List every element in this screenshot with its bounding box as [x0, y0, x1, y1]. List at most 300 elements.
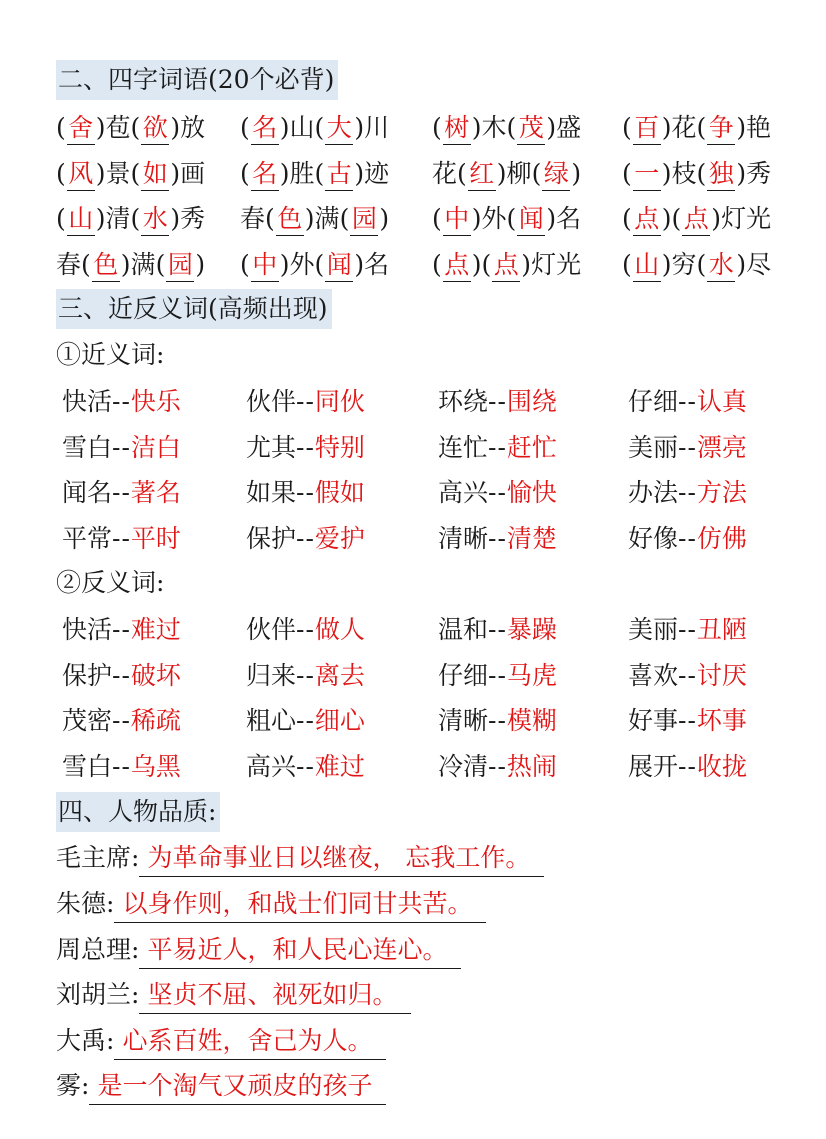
quality-item	[56, 928, 461, 972]
idiom-blank-answer: 点	[443, 249, 471, 282]
pair-word: 清晰	[438, 706, 489, 735]
close-paren: )	[354, 159, 365, 188]
idiom-blank-answer: 点	[682, 203, 710, 236]
pair-answer: 特别	[314, 433, 365, 462]
idiom-char: 外	[481, 204, 507, 233]
word-pair	[246, 471, 365, 515]
idiom-char: 名	[364, 250, 390, 279]
word-pair	[62, 745, 181, 789]
pair-dash: --	[678, 615, 697, 644]
pair-dash: --	[112, 524, 131, 553]
close-paren: )	[661, 159, 672, 188]
idiom-cell	[56, 152, 205, 196]
pair-dash: --	[112, 706, 131, 735]
close-paren: )	[279, 159, 290, 188]
close-paren: )	[521, 250, 532, 279]
idiom-blank-answer: 园	[166, 249, 194, 282]
idiom-row	[0, 106, 826, 150]
open-paren: (	[240, 159, 250, 188]
open-paren: (	[56, 113, 66, 142]
open-paren: (	[432, 204, 442, 233]
pair-answer: 做人	[314, 615, 365, 644]
open-paren: (	[696, 113, 707, 142]
close-paren: )	[571, 159, 582, 188]
pair-answer: 破坏	[130, 661, 181, 690]
word-pair-row	[0, 699, 826, 743]
idiom-blank-answer: 点	[633, 203, 661, 236]
close-paren: )	[736, 113, 747, 142]
open-paren: (	[155, 250, 166, 279]
pair-word: 归来	[246, 661, 297, 690]
pair-dash: --	[488, 478, 507, 507]
pair-dash: --	[678, 524, 697, 553]
pair-dash: --	[296, 387, 315, 416]
pair-word: 快活	[62, 615, 113, 644]
pair-word: 展开	[628, 752, 679, 781]
idiom-blank-answer: 山	[67, 203, 95, 236]
idiom-cell	[56, 106, 205, 150]
pair-answer: 细心	[314, 706, 365, 735]
idiom-blank-answer: 点	[492, 249, 520, 282]
word-pair-row	[0, 745, 826, 789]
idiom-blank-answer: 百	[633, 112, 661, 145]
idiom-cell	[240, 152, 389, 196]
pair-word: 保护	[246, 524, 297, 553]
idiom-blank-answer: 色	[92, 249, 120, 282]
idiom-blank-answer: 大	[325, 112, 353, 145]
pair-dash: --	[488, 387, 507, 416]
pair-dash: --	[488, 524, 507, 553]
pair-dash: --	[112, 661, 131, 690]
pair-dash: --	[296, 661, 315, 690]
open-paren: (	[81, 250, 91, 279]
pair-answer: 丑陋	[696, 615, 747, 644]
open-paren: (	[314, 159, 325, 188]
quality-item	[56, 1019, 386, 1063]
word-pair	[62, 517, 181, 561]
pair-word: 连忙	[438, 433, 489, 462]
close-paren: )	[496, 159, 507, 188]
idiom-char: 灯光	[721, 204, 772, 233]
word-pair	[62, 654, 181, 698]
idiom-char: 放	[180, 113, 206, 142]
idiom-blank-answer: 闻	[517, 203, 545, 236]
close-paren: )	[279, 250, 290, 279]
word-pair	[628, 608, 747, 652]
pair-word: 喜欢	[628, 661, 679, 690]
pair-answer: 清楚	[506, 524, 557, 553]
idiom-blank-answer: 绿	[542, 158, 570, 191]
idiom-char: 花	[671, 113, 697, 142]
open-paren: (	[130, 159, 141, 188]
word-pair	[246, 380, 365, 424]
pair-word: 平常	[62, 524, 113, 553]
idiom-char: 山	[289, 113, 315, 142]
pair-word: 雪白	[62, 752, 113, 781]
pair-dash: --	[112, 615, 131, 644]
idiom-char: 苞	[105, 113, 131, 142]
idiom-blank-answer: 欲	[141, 112, 169, 145]
open-paren: (	[240, 250, 250, 279]
idiom-blank-answer: 中	[443, 203, 471, 236]
idiom-char: 景	[105, 159, 131, 188]
idiom-char: 尽	[746, 250, 772, 279]
quality-item	[56, 836, 544, 880]
pair-word: 伙伴	[246, 615, 297, 644]
pair-dash: --	[678, 433, 697, 462]
pair-dash: --	[678, 706, 697, 735]
pair-dash: --	[112, 433, 131, 462]
quality-desc: 心系百姓，舍己为人。	[114, 1023, 386, 1060]
idiom-cell	[240, 197, 389, 241]
word-pair-row	[0, 517, 826, 561]
pair-dash: --	[112, 752, 131, 781]
pair-answer: 平时	[130, 524, 181, 553]
idiom-blank-answer: 水	[707, 249, 735, 282]
section2-title: 二、四字词语(20个必背)	[56, 60, 338, 100]
pair-dash: --	[488, 752, 507, 781]
idiom-char: 满	[130, 250, 156, 279]
idiom-cell	[240, 243, 389, 287]
open-paren: (	[56, 204, 66, 233]
close-paren: )	[195, 250, 206, 279]
close-paren: )	[354, 113, 365, 142]
pair-answer: 收拢	[696, 752, 747, 781]
quality-name: 雾:	[56, 1071, 90, 1100]
pair-word: 如果	[246, 478, 297, 507]
pair-answer: 围绕	[506, 387, 557, 416]
pair-answer: 假如	[314, 478, 365, 507]
word-pair	[246, 654, 365, 698]
word-pair	[62, 471, 181, 515]
pair-word: 快活	[62, 387, 113, 416]
idiom-cell	[240, 106, 389, 150]
quality-desc: 以身作则，和战士们同甘共苦。	[114, 886, 486, 923]
open-paren: (	[481, 250, 492, 279]
pair-word: 办法	[628, 478, 679, 507]
quality-name: 刘胡兰:	[56, 980, 140, 1009]
word-pair	[438, 426, 557, 470]
quality-item	[56, 882, 486, 926]
word-pair	[438, 517, 557, 561]
idiom-row	[0, 197, 826, 241]
word-pair	[628, 745, 747, 789]
idiom-row	[0, 243, 826, 287]
close-paren: )	[546, 204, 557, 233]
pair-dash: --	[296, 478, 315, 507]
close-paren: )	[170, 159, 181, 188]
pair-word: 闻名	[62, 478, 113, 507]
pair-word: 高兴	[438, 478, 489, 507]
quality-desc: 是一个淘气又顽皮的孩子	[89, 1068, 386, 1105]
word-pair	[628, 426, 747, 470]
pair-answer: 爱护	[314, 524, 365, 553]
idiom-cell	[622, 152, 771, 196]
word-pair	[246, 699, 365, 743]
pair-answer: 乌黑	[130, 752, 181, 781]
pair-answer: 难过	[314, 752, 365, 781]
close-paren: )	[279, 113, 290, 142]
quality-name: 朱德:	[56, 889, 115, 918]
idiom-char: 川	[364, 113, 390, 142]
close-paren: )	[471, 204, 482, 233]
idiom-char: 木	[481, 113, 507, 142]
pair-word: 好事	[628, 706, 679, 735]
word-pair-row	[0, 426, 826, 470]
pair-word: 粗心	[246, 706, 297, 735]
idiom-blank-answer: 水	[141, 203, 169, 236]
word-pair	[438, 745, 557, 789]
pair-dash: --	[296, 752, 315, 781]
idiom-blank-answer: 舍	[67, 112, 95, 145]
idiom-char: 枝	[671, 159, 697, 188]
open-paren: (	[622, 159, 632, 188]
close-paren: )	[170, 113, 181, 142]
pair-word: 好像	[628, 524, 679, 553]
close-paren: )	[95, 159, 106, 188]
pair-word: 美丽	[628, 615, 679, 644]
idiom-char: 胜	[289, 159, 315, 188]
pair-dash: --	[488, 615, 507, 644]
pair-answer: 难过	[130, 615, 181, 644]
pair-answer: 同伙	[314, 387, 365, 416]
idiom-char: 满	[314, 204, 340, 233]
pair-word: 保护	[62, 661, 113, 690]
close-paren: )	[471, 250, 482, 279]
pair-dash: --	[678, 478, 697, 507]
open-paren: (	[56, 159, 66, 188]
idiom-char: 穷	[671, 250, 697, 279]
idiom-char: 春	[56, 250, 82, 279]
open-paren: (	[339, 204, 350, 233]
idiom-blank-answer: 茂	[517, 112, 545, 145]
pair-answer: 模糊	[506, 706, 557, 735]
quality-name: 毛主席:	[56, 843, 140, 872]
word-pair	[438, 471, 557, 515]
idiom-char: 盛	[556, 113, 582, 142]
word-pair	[438, 654, 557, 698]
word-pair	[438, 699, 557, 743]
idiom-blank-answer: 名	[251, 158, 279, 191]
quality-item	[56, 973, 411, 1017]
pair-answer: 马虎	[506, 661, 557, 690]
section3-title: 三、近反义词(高频出现)	[56, 289, 332, 329]
idiom-blank-answer: 红	[468, 158, 496, 191]
idiom-blank-answer: 山	[633, 249, 661, 282]
pair-answer: 稀疏	[130, 706, 181, 735]
word-pair	[246, 517, 365, 561]
close-paren: )	[170, 204, 181, 233]
idiom-char: 春	[240, 204, 266, 233]
word-pair-row	[0, 654, 826, 698]
close-paren: )	[661, 113, 672, 142]
pair-answer: 赶忙	[506, 433, 557, 462]
idiom-blank-answer: 风	[67, 158, 95, 191]
pair-dash: --	[112, 478, 131, 507]
idiom-cell	[432, 152, 581, 196]
pair-dash: --	[296, 524, 315, 553]
pair-word: 清晰	[438, 524, 489, 553]
word-pair	[628, 654, 747, 698]
word-pair	[628, 471, 747, 515]
idiom-blank-answer: 古	[325, 158, 353, 191]
word-pair	[246, 745, 365, 789]
open-paren: (	[265, 204, 275, 233]
close-paren: )	[354, 250, 365, 279]
idiom-row	[0, 152, 826, 196]
open-paren: (	[432, 250, 442, 279]
quality-name: 大禹:	[56, 1026, 115, 1055]
pair-answer: 暴躁	[506, 615, 557, 644]
pair-dash: --	[296, 706, 315, 735]
idiom-char: 画	[180, 159, 206, 188]
open-paren: (	[506, 204, 517, 233]
idiom-cell	[622, 197, 771, 241]
pair-answer: 愉快	[506, 478, 557, 507]
pair-dash: --	[678, 387, 697, 416]
close-paren: )	[304, 204, 315, 233]
close-paren: )	[661, 250, 672, 279]
quality-desc: 平易近人，和人民心连心。	[139, 932, 461, 969]
open-paren: (	[506, 113, 517, 142]
close-paren: )	[736, 159, 747, 188]
idiom-blank-answer: 中	[251, 249, 279, 282]
idiom-cell	[56, 243, 205, 287]
idiom-char: 花	[432, 159, 458, 188]
pair-dash: --	[488, 706, 507, 735]
pair-answer: 认真	[696, 387, 747, 416]
pair-dash: --	[488, 433, 507, 462]
close-paren: )	[546, 113, 557, 142]
idiom-blank-answer: 独	[707, 158, 735, 191]
pair-dash: --	[678, 661, 697, 690]
idiom-char: 艳	[746, 113, 772, 142]
idiom-blank-answer: 树	[443, 112, 471, 145]
open-paren: (	[432, 113, 442, 142]
pair-word: 美丽	[628, 433, 679, 462]
close-paren: )	[471, 113, 482, 142]
word-pair	[246, 608, 365, 652]
open-paren: (	[671, 204, 682, 233]
idiom-blank-answer: 闻	[325, 249, 353, 282]
word-pair	[628, 517, 747, 561]
idiom-char: 名	[556, 204, 582, 233]
quality-name: 周总理:	[56, 935, 140, 964]
open-paren: (	[696, 159, 707, 188]
pair-word: 温和	[438, 615, 489, 644]
word-pair	[246, 426, 365, 470]
close-paren: )	[95, 204, 106, 233]
pair-answer: 离去	[314, 661, 365, 690]
word-pair	[62, 426, 181, 470]
pair-answer: 洁白	[130, 433, 181, 462]
pair-dash: --	[488, 661, 507, 690]
close-paren: )	[120, 250, 131, 279]
antonyms-label: ②反义词:	[56, 568, 165, 597]
pair-word: 茂密	[62, 706, 113, 735]
pair-answer: 著名	[130, 478, 181, 507]
close-paren: )	[736, 250, 747, 279]
idiom-char: 柳	[506, 159, 532, 188]
pair-dash: --	[296, 615, 315, 644]
pair-word: 高兴	[246, 752, 297, 781]
idiom-cell	[56, 197, 205, 241]
idiom-blank-answer: 如	[141, 158, 169, 191]
open-paren: (	[240, 113, 250, 142]
close-paren: )	[379, 204, 390, 233]
word-pair	[438, 608, 557, 652]
idiom-blank-answer: 色	[276, 203, 304, 236]
idiom-char: 灯光	[531, 250, 582, 279]
pair-answer: 方法	[696, 478, 747, 507]
idiom-blank-answer: 一	[633, 158, 661, 191]
open-paren: (	[314, 113, 325, 142]
close-paren: )	[711, 204, 722, 233]
idiom-char: 秀	[746, 159, 772, 188]
idiom-cell	[622, 243, 771, 287]
section4-title: 四、人物品质:	[56, 792, 220, 832]
open-paren: (	[622, 204, 632, 233]
pair-answer: 仿佛	[696, 524, 747, 553]
pair-answer: 热闹	[506, 752, 557, 781]
quality-desc: 为革命事业日以继夜， 忘我工作。	[139, 840, 544, 877]
idiom-cell	[432, 197, 581, 241]
word-pair-row	[0, 608, 826, 652]
idiom-char: 迹	[364, 159, 390, 188]
idiom-cell	[622, 106, 771, 150]
idiom-blank-answer: 名	[251, 112, 279, 145]
pair-word: 环绕	[438, 387, 489, 416]
open-paren: (	[531, 159, 542, 188]
idiom-char: 外	[289, 250, 315, 279]
open-paren: (	[696, 250, 707, 279]
pair-word: 尤其	[246, 433, 297, 462]
word-pair	[62, 699, 181, 743]
pair-word: 仔细	[628, 387, 679, 416]
idiom-char: 清	[105, 204, 131, 233]
word-pair-row	[0, 380, 826, 424]
word-pair	[438, 380, 557, 424]
open-paren: (	[622, 250, 632, 279]
idiom-cell	[432, 243, 581, 287]
idiom-cell	[432, 106, 581, 150]
word-pair	[62, 380, 181, 424]
word-pair	[62, 608, 181, 652]
open-paren: (	[314, 250, 325, 279]
synonyms-label: ①近义词:	[56, 340, 165, 369]
pair-word: 仔细	[438, 661, 489, 690]
open-paren: (	[130, 113, 141, 142]
word-pair-row	[0, 471, 826, 515]
pair-word: 雪白	[62, 433, 113, 462]
idiom-char: 秀	[180, 204, 206, 233]
idiom-blank-answer: 园	[350, 203, 378, 236]
open-paren: (	[457, 159, 467, 188]
pair-dash: --	[296, 433, 315, 462]
pair-answer: 讨厌	[696, 661, 747, 690]
open-paren: (	[622, 113, 632, 142]
quality-item	[56, 1064, 386, 1108]
word-pair	[628, 380, 747, 424]
pair-dash: --	[112, 387, 131, 416]
close-paren: )	[95, 113, 106, 142]
pair-answer: 漂亮	[696, 433, 747, 462]
word-pair	[628, 699, 747, 743]
quality-desc: 坚贞不屈、视死如归。	[139, 977, 411, 1014]
close-paren: )	[661, 204, 672, 233]
open-paren: (	[130, 204, 141, 233]
idiom-blank-answer: 争	[707, 112, 735, 145]
